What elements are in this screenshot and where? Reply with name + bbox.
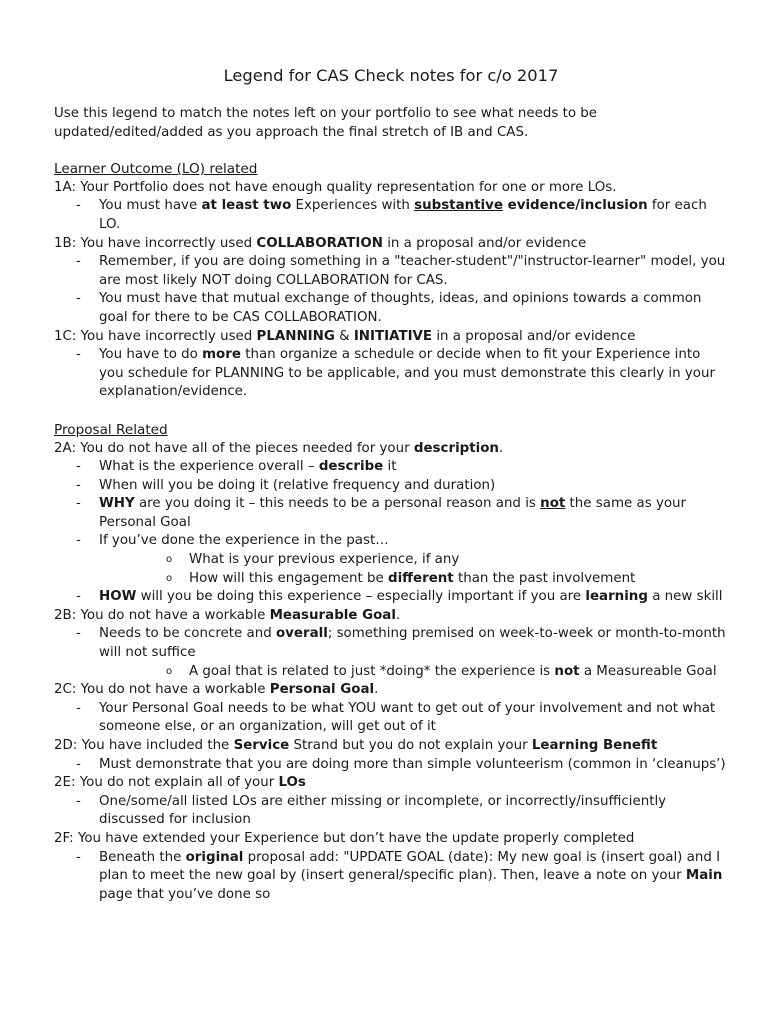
text-run: a Measureable Goal bbox=[579, 663, 717, 679]
dash-bullet-icon: - bbox=[76, 254, 81, 270]
list-item bbox=[54, 588, 728, 607]
text-run: . bbox=[498, 440, 504, 456]
dash-bullet-icon: - bbox=[76, 533, 81, 549]
text-run: Measurable Goal bbox=[269, 607, 396, 623]
text-run: Beneath the bbox=[99, 849, 186, 865]
text-run: it bbox=[383, 459, 397, 475]
list-item bbox=[54, 625, 728, 681]
text-run: . bbox=[395, 607, 401, 623]
text-run: HOW bbox=[99, 589, 137, 605]
dash-bullet-icon: - bbox=[76, 626, 81, 642]
text-run: If you’ve done the experience in the past… bbox=[99, 533, 389, 549]
text-run: description bbox=[413, 440, 499, 456]
note-code-line bbox=[54, 179, 728, 198]
text-run: Your Personal Goal needs to be what YOU want to get out of your involvement and not what someone else, or an organization, will get out of it bbox=[99, 700, 716, 735]
text-run: 2F: You have extended your Experience but don’t have the update properly completed bbox=[54, 830, 635, 846]
text-run: not bbox=[540, 496, 566, 512]
text-run: than organize a schedule or decide when to fit your Experience into you schedule for PLANNING to be applicable, and you must demonstrate this clearly in your explanation/evidence. bbox=[99, 347, 715, 400]
text-run: different bbox=[387, 570, 454, 586]
note-code-line bbox=[54, 328, 728, 347]
list-item bbox=[54, 197, 728, 234]
text-run: describe bbox=[318, 459, 384, 475]
text-run: more bbox=[202, 347, 241, 363]
text-run: for each LO. bbox=[99, 198, 707, 232]
text-run: Experiences with bbox=[291, 198, 415, 214]
text-run: will you be doing this experience – especially important if you are bbox=[136, 589, 586, 605]
section-heading: Learner Outcome (LO) related bbox=[54, 161, 258, 178]
text-run: proposal add: "UPDATE GOAL (date): My new goal is (insert goal) and I plan to meet the new goal by (insert general/specific plan). Then, leave a note on your bbox=[99, 849, 721, 884]
bullet-list bbox=[54, 700, 728, 737]
dash-bullet-icon: - bbox=[76, 793, 81, 809]
text-run: LOs bbox=[278, 775, 306, 791]
dash-bullet-icon: - bbox=[76, 459, 81, 475]
text-run: the same as your Personal Goal bbox=[99, 496, 687, 530]
text-run: a new skill bbox=[647, 589, 723, 605]
note-code-line bbox=[54, 774, 728, 793]
intro-paragraph: Use this legend to match the notes left on your portfolio to see what needs to be updated/edited/added as you approach the final stretch of IB and CAS. bbox=[54, 106, 598, 140]
text-run: 1A: Your Portfolio does not have enough quality representation for one or more LOs. bbox=[54, 179, 617, 195]
text-run: . bbox=[374, 682, 379, 698]
text-run: You have to do bbox=[99, 347, 203, 363]
dash-bullet-icon: - bbox=[76, 589, 81, 605]
text-run: Remember, if you are doing something in a "teacher-student"/"instructor-learner" model, you are most likely NOT doing COLLABORATION for CAS. bbox=[99, 254, 726, 288]
text-run: 2B: You do not have a workable bbox=[54, 607, 270, 623]
dash-bullet-icon: - bbox=[76, 477, 81, 493]
text-run: Learning Benefit bbox=[531, 738, 658, 753]
text-run: evidence/inclusion bbox=[502, 198, 648, 214]
bullet-list bbox=[54, 197, 728, 234]
text-run: substantive bbox=[414, 198, 503, 214]
text-run: 2E: You do not explain all of your bbox=[54, 775, 279, 791]
dash-bullet-icon: - bbox=[76, 198, 81, 214]
list-item bbox=[54, 346, 728, 402]
section bbox=[54, 160, 728, 402]
text-run: INITIATIVE bbox=[353, 328, 433, 344]
list-item bbox=[54, 849, 728, 905]
circle-bullet-icon: o bbox=[166, 554, 173, 566]
text-run: 2C: You do not have a workable bbox=[54, 682, 270, 698]
text-run: 2D: You have included the bbox=[54, 738, 234, 753]
note-code-line bbox=[54, 737, 728, 756]
text-run: What is your previous experience, if any bbox=[189, 552, 460, 568]
note-code-line bbox=[54, 830, 728, 849]
text-run: When will you be doing it (relative frequency and duration) bbox=[99, 477, 496, 493]
dash-bullet-icon: - bbox=[76, 496, 81, 512]
text-run: & bbox=[334, 328, 354, 344]
list-item bbox=[54, 756, 728, 775]
dash-bullet-icon: - bbox=[76, 347, 81, 363]
text-run: learning bbox=[585, 589, 648, 605]
circle-bullet-icon: o bbox=[166, 665, 173, 677]
circle-bullet-icon: o bbox=[166, 572, 173, 584]
text-run: COLLABORATION bbox=[256, 235, 383, 251]
text-run: You must have bbox=[99, 198, 202, 214]
note-code-line bbox=[54, 681, 728, 700]
bullet-list bbox=[54, 253, 728, 327]
bullet-list bbox=[54, 793, 728, 830]
text-run: original bbox=[185, 849, 244, 865]
text-run: at least two bbox=[201, 198, 292, 214]
text-run: What is the experience overall – bbox=[99, 459, 319, 475]
text-run: than the past involvement bbox=[453, 570, 636, 586]
list-item bbox=[54, 458, 728, 477]
list-item bbox=[54, 700, 728, 737]
text-run: in a proposal and/or evidence bbox=[432, 328, 636, 344]
text-run: How will this engagement be bbox=[189, 570, 388, 586]
dash-bullet-icon: - bbox=[76, 700, 81, 716]
section-heading: Proposal Related bbox=[54, 421, 168, 438]
note-code-line bbox=[54, 440, 728, 459]
text-run: You must have that mutual exchange of thoughts, ideas, and opinions towards a common goal for there to be CAS COLLABORATION. bbox=[99, 291, 702, 325]
text-run: Personal Goal bbox=[269, 682, 375, 698]
list-item bbox=[54, 532, 728, 588]
note-code-line bbox=[54, 235, 728, 254]
dash-bullet-icon: - bbox=[76, 849, 81, 865]
text-run: Service bbox=[233, 738, 290, 753]
list-item bbox=[54, 477, 728, 496]
text-run: not bbox=[554, 663, 580, 679]
text-run: Main bbox=[685, 868, 723, 884]
text-run: in a proposal and/or evidence bbox=[382, 235, 587, 251]
sub-list-item bbox=[99, 663, 728, 682]
sub-list-item bbox=[99, 570, 728, 589]
page-title: Legend for CAS Check notes for c/o 2017 bbox=[223, 66, 559, 85]
text-run: Must demonstrate that you are doing more than simple volunteerism (common in ‘cleanups’) bbox=[99, 756, 726, 772]
dash-bullet-icon: - bbox=[76, 291, 81, 307]
list-item bbox=[54, 290, 728, 327]
text-run: PLANNING bbox=[256, 328, 335, 344]
bullet-list bbox=[54, 346, 728, 402]
sub-bullet-list bbox=[99, 663, 728, 682]
bullet-list bbox=[54, 458, 728, 607]
text-run: page that you’ve done so bbox=[99, 886, 271, 902]
text-run: are you doing it – this needs to be a personal reason and is bbox=[134, 496, 541, 512]
bullet-list bbox=[54, 756, 728, 775]
bullet-list bbox=[54, 625, 728, 681]
text-run: 1B: You have incorrectly used bbox=[54, 235, 257, 251]
text-run: 1C: You have incorrectly used bbox=[54, 328, 257, 344]
note-code-line bbox=[54, 607, 728, 626]
bullet-list bbox=[54, 849, 728, 905]
sub-list-item bbox=[99, 551, 728, 570]
section-spacer bbox=[54, 402, 728, 421]
text-run: Needs to be concrete and bbox=[99, 626, 276, 642]
text-run: One/some/all listed LOs are either missing or incomplete, or incorrectly/insufficiently discussed for inclusion bbox=[99, 793, 667, 828]
list-item bbox=[54, 793, 728, 830]
section bbox=[54, 421, 728, 904]
text-run: WHY bbox=[99, 496, 135, 512]
dash-bullet-icon: - bbox=[76, 756, 81, 772]
list-item bbox=[54, 495, 728, 532]
text-run: 2A: You do not have all of the pieces needed for your bbox=[54, 440, 414, 456]
text-run: overall bbox=[275, 626, 328, 642]
text-run: ; something premised on week-to-week or month-to-month will not suffice bbox=[99, 626, 726, 661]
text-run: Strand but you do not explain your bbox=[289, 738, 532, 753]
text-run: A goal that is related to just *doing* the experience is bbox=[189, 663, 555, 679]
sub-bullet-list bbox=[99, 551, 728, 588]
sections-container bbox=[54, 160, 728, 904]
list-item bbox=[54, 253, 728, 290]
